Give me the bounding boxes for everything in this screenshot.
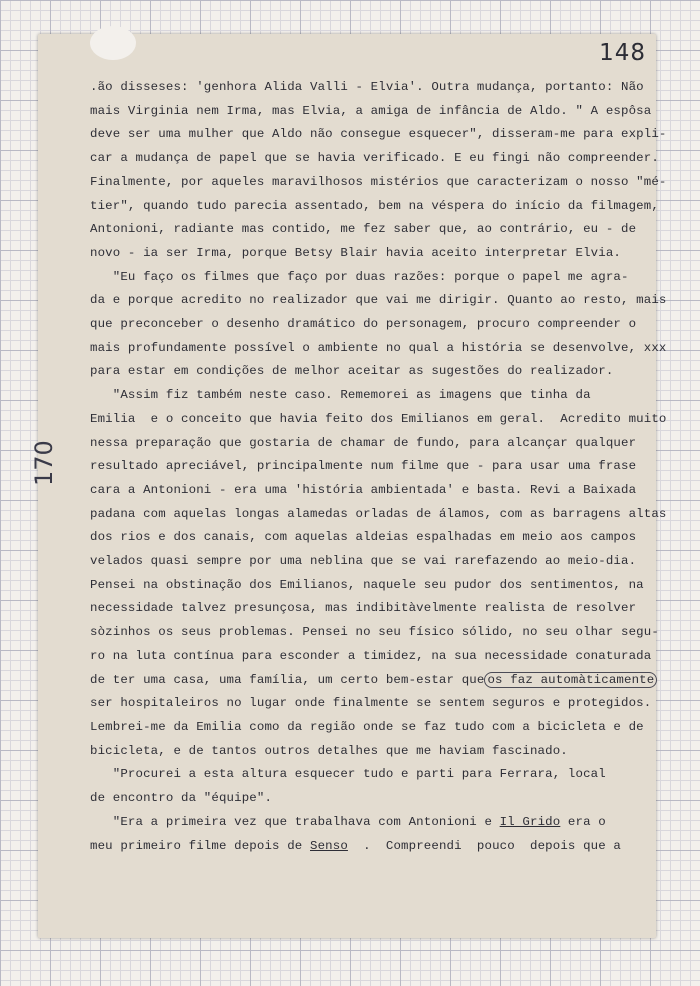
text-line: dos rios e dos canais, com aquelas aldeias espalhadas em meio aos campos xyxy=(90,530,637,545)
text-line: Antonioni, radiante mas contido, me fez saber que, ao contrário, eu - de xyxy=(90,222,637,237)
text-line: nessa preparação que gostaria de chamar de fundo, para alcançar qualquer xyxy=(90,435,637,450)
text-line: mais Virginia nem Irma, mas Elvia, a amiga de infância de Aldo. " A espôsa xyxy=(90,103,652,118)
text-line: Finalmente, por aqueles maravilhosos mistérios que caracterizam o nosso "mé- xyxy=(90,174,667,189)
typed-text-body xyxy=(90,76,667,858)
text-line: bicicleta, e de tantos outros detalhes que me haviam fascinado. xyxy=(90,743,568,758)
text-line: Lembrei-me da Emilia como da região onde se faz tudo com a bicicleta e de xyxy=(90,719,644,734)
text-line: "Procurei a esta altura esquecer tudo e parti para Ferrara, local xyxy=(90,767,606,782)
text-line: mais profundamente possível o ambiente no qual a história se desenvolve, xxx xyxy=(90,340,667,355)
text-line: "Assim fiz também neste caso. Rememorei as imagens que tinha da xyxy=(90,388,591,403)
text-line: deve ser uma mulher que Aldo não consegue esquecer", disseram-me para expli- xyxy=(90,127,667,142)
text-fragment: "Era a primeira vez que trabalhava com Antonioni e xyxy=(90,814,493,829)
text-line: .ão disseses: 'genhora Alida Valli - Elvia'. Outra mudança, portanto: Não xyxy=(90,80,644,94)
text-line: car a mudança de papel que se havia verificado. E eu fingi não compreender. xyxy=(90,151,659,166)
page-number: 148 xyxy=(599,40,646,66)
text-line: ser hospitaleiros no lugar onde finalmente se sentem seguros e protegidos. xyxy=(90,696,652,711)
text-line: que preconceber o desenho dramático do personagem, procuro compreender o xyxy=(90,317,637,332)
text-line: Pensei na obstinação dos Emilianos, naquele seu pudor dos sentimentos, na xyxy=(90,577,644,592)
text-line: Emilia e o conceito que havia feito dos Emilianos em geral. Acredito muito xyxy=(90,411,667,426)
text-line: necessidade talvez presunçosa, mas indibitàvelmente realista de resolver xyxy=(90,601,637,616)
text-line: novo - ia ser Irma, porque Betsy Blair havia aceito interpretar Elvia. xyxy=(90,245,621,260)
text-fragment: meu primeiro filme depois de xyxy=(90,838,303,853)
text-fragment: . Compreendi pouco depois que a xyxy=(347,838,622,853)
text-line-with-circled-phrase xyxy=(90,669,664,693)
text-fragment: era o xyxy=(567,814,606,829)
text-line: ro na luta contínua para esconder a timidez, na sua necessidade conaturada xyxy=(90,648,652,663)
handwritten-side-note: 170 xyxy=(30,440,58,486)
text-line-with-film-title xyxy=(90,835,664,859)
text-line: sòzinhos os seus problemas. Pensei no seu físico sólido, no seu olhar segu- xyxy=(90,625,659,640)
text-line-with-film-title xyxy=(90,811,664,835)
text-line: cara a Antonioni - era uma 'história ambientada' e basta. Revi a Baixada xyxy=(90,482,637,497)
text-fragment: de ter uma casa, uma família, um certo bem-estar xyxy=(90,672,455,687)
text-fragment: que xyxy=(461,672,485,687)
underlined-film-title: Il Grido xyxy=(499,814,561,829)
underlined-film-title: Senso xyxy=(310,838,348,853)
text-line: velados quasi sempre por uma neblina que se vai rarefazendo ao meio-dia. xyxy=(90,554,637,569)
circled-phrase: os faz automàticamente xyxy=(484,672,657,688)
text-line: tier", quando tudo parecia assentado, bem na véspera do início da filmagem, xyxy=(90,198,659,213)
text-line: resultado apreciável, principalmente num filme que - para usar uma frase xyxy=(90,459,637,474)
torn-corner xyxy=(90,26,136,60)
text-line: padana com aquelas longas alamedas orladas de álamos, com as barragens altas xyxy=(90,506,667,521)
document-page xyxy=(30,34,667,938)
text-line: da e porque acredito no realizador que vai me dirigir. Quanto ao resto, mais xyxy=(90,293,667,308)
text-line: de encontro da "équipe". xyxy=(90,791,273,806)
text-line: para estar em condições de melhor aceitar as sugestões do realizador. xyxy=(90,364,614,379)
text-line: "Eu faço os filmes que faço por duas razões: porque o papel me agra- xyxy=(90,269,629,284)
